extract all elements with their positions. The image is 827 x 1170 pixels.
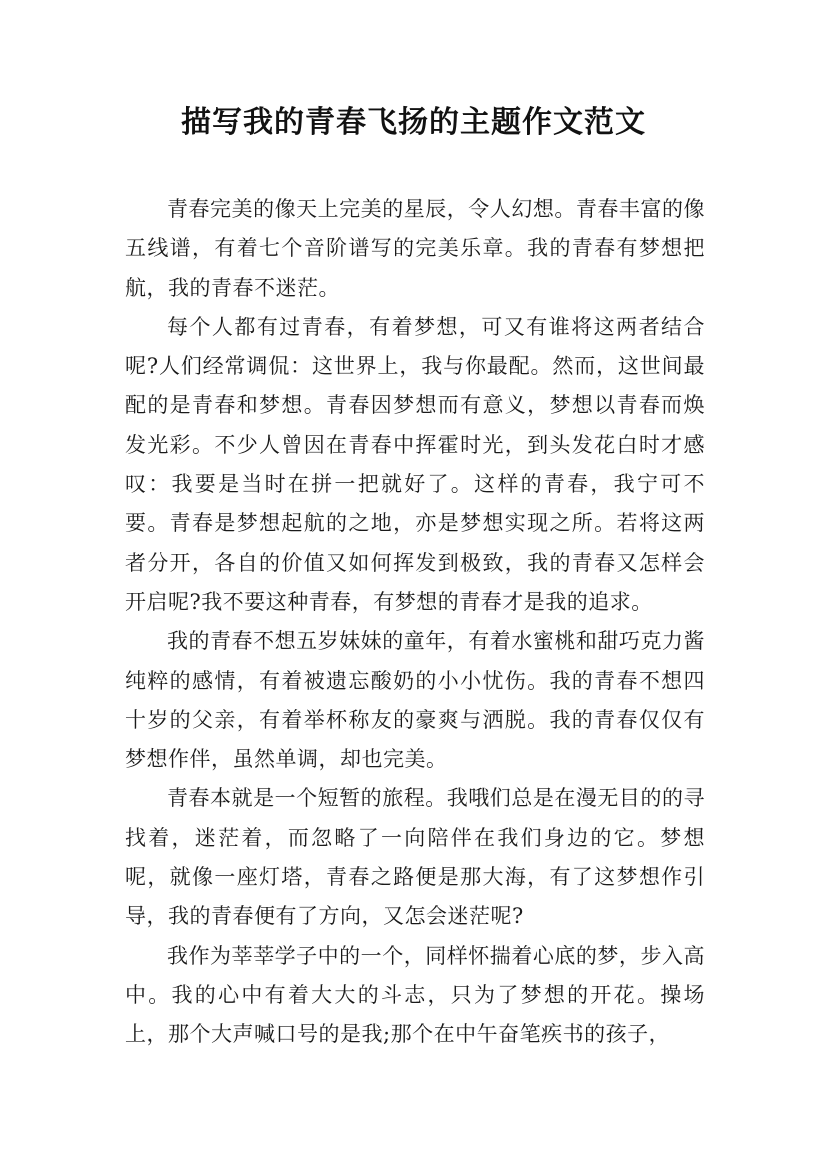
paragraph: 青春本就是一个短暂的旅程。我哦们总是在漫无目的的寻找着，迷茫着，而忽略了一向陪伴在我们身边的它。梦想呢，就像一座灯塔，青春之路便是那大海，有了这梦想作引导，我的青春便有了方向，又怎会迷茫呢?	[125, 786, 705, 929]
document-title: 描写我的青春飞扬的主题作文范文	[181, 105, 646, 140]
document-body	[125, 190, 705, 1055]
paragraph: 我的青春不想五岁妹妹的童年，有着水蜜桃和甜巧克力酱纯粹的感情，有着被遗忘酸奶的小小忧伤。我的青春不想四十岁的父亲，有着举杯称友的豪爽与洒脱。我的青春仅仅有梦想作伴，虽然单调，却也完美。	[125, 629, 705, 772]
paragraph: 我作为莘莘学子中的一个，同样怀揣着心底的梦，步入高中。我的心中有着大大的斗志，只为了梦想的开花。操场上，那个大声喊口号的是我;那个在中午奋笔疾书的孩子，	[125, 943, 705, 1047]
paragraph: 青春完美的像天上完美的星辰，令人幻想。青春丰富的像五线谱，有着七个音阶谱写的完美乐章。我的青春有梦想把航，我的青春不迷茫。	[125, 197, 705, 300]
paragraph: 每个人都有过青春，有着梦想，可又有谁将这两者结合呢?人们经常调侃：这世界上，我与你最配。然而，这世间最配的是青春和梦想。青春因梦想而有意义，梦想以青春而焕发光彩。不少人曾因在青春中挥霍时光，到头发花白时才感叹：我要是当时在拼一把就好了。这样的青春，我宁可不要。青春是梦想起航的之地，亦是梦想实现之所。若将这两者分开，各自的价值又如何挥发到极致，我的青春又怎样会开启呢?我不要这种青春，有梦想的青春才是我的追求。	[125, 314, 705, 614]
